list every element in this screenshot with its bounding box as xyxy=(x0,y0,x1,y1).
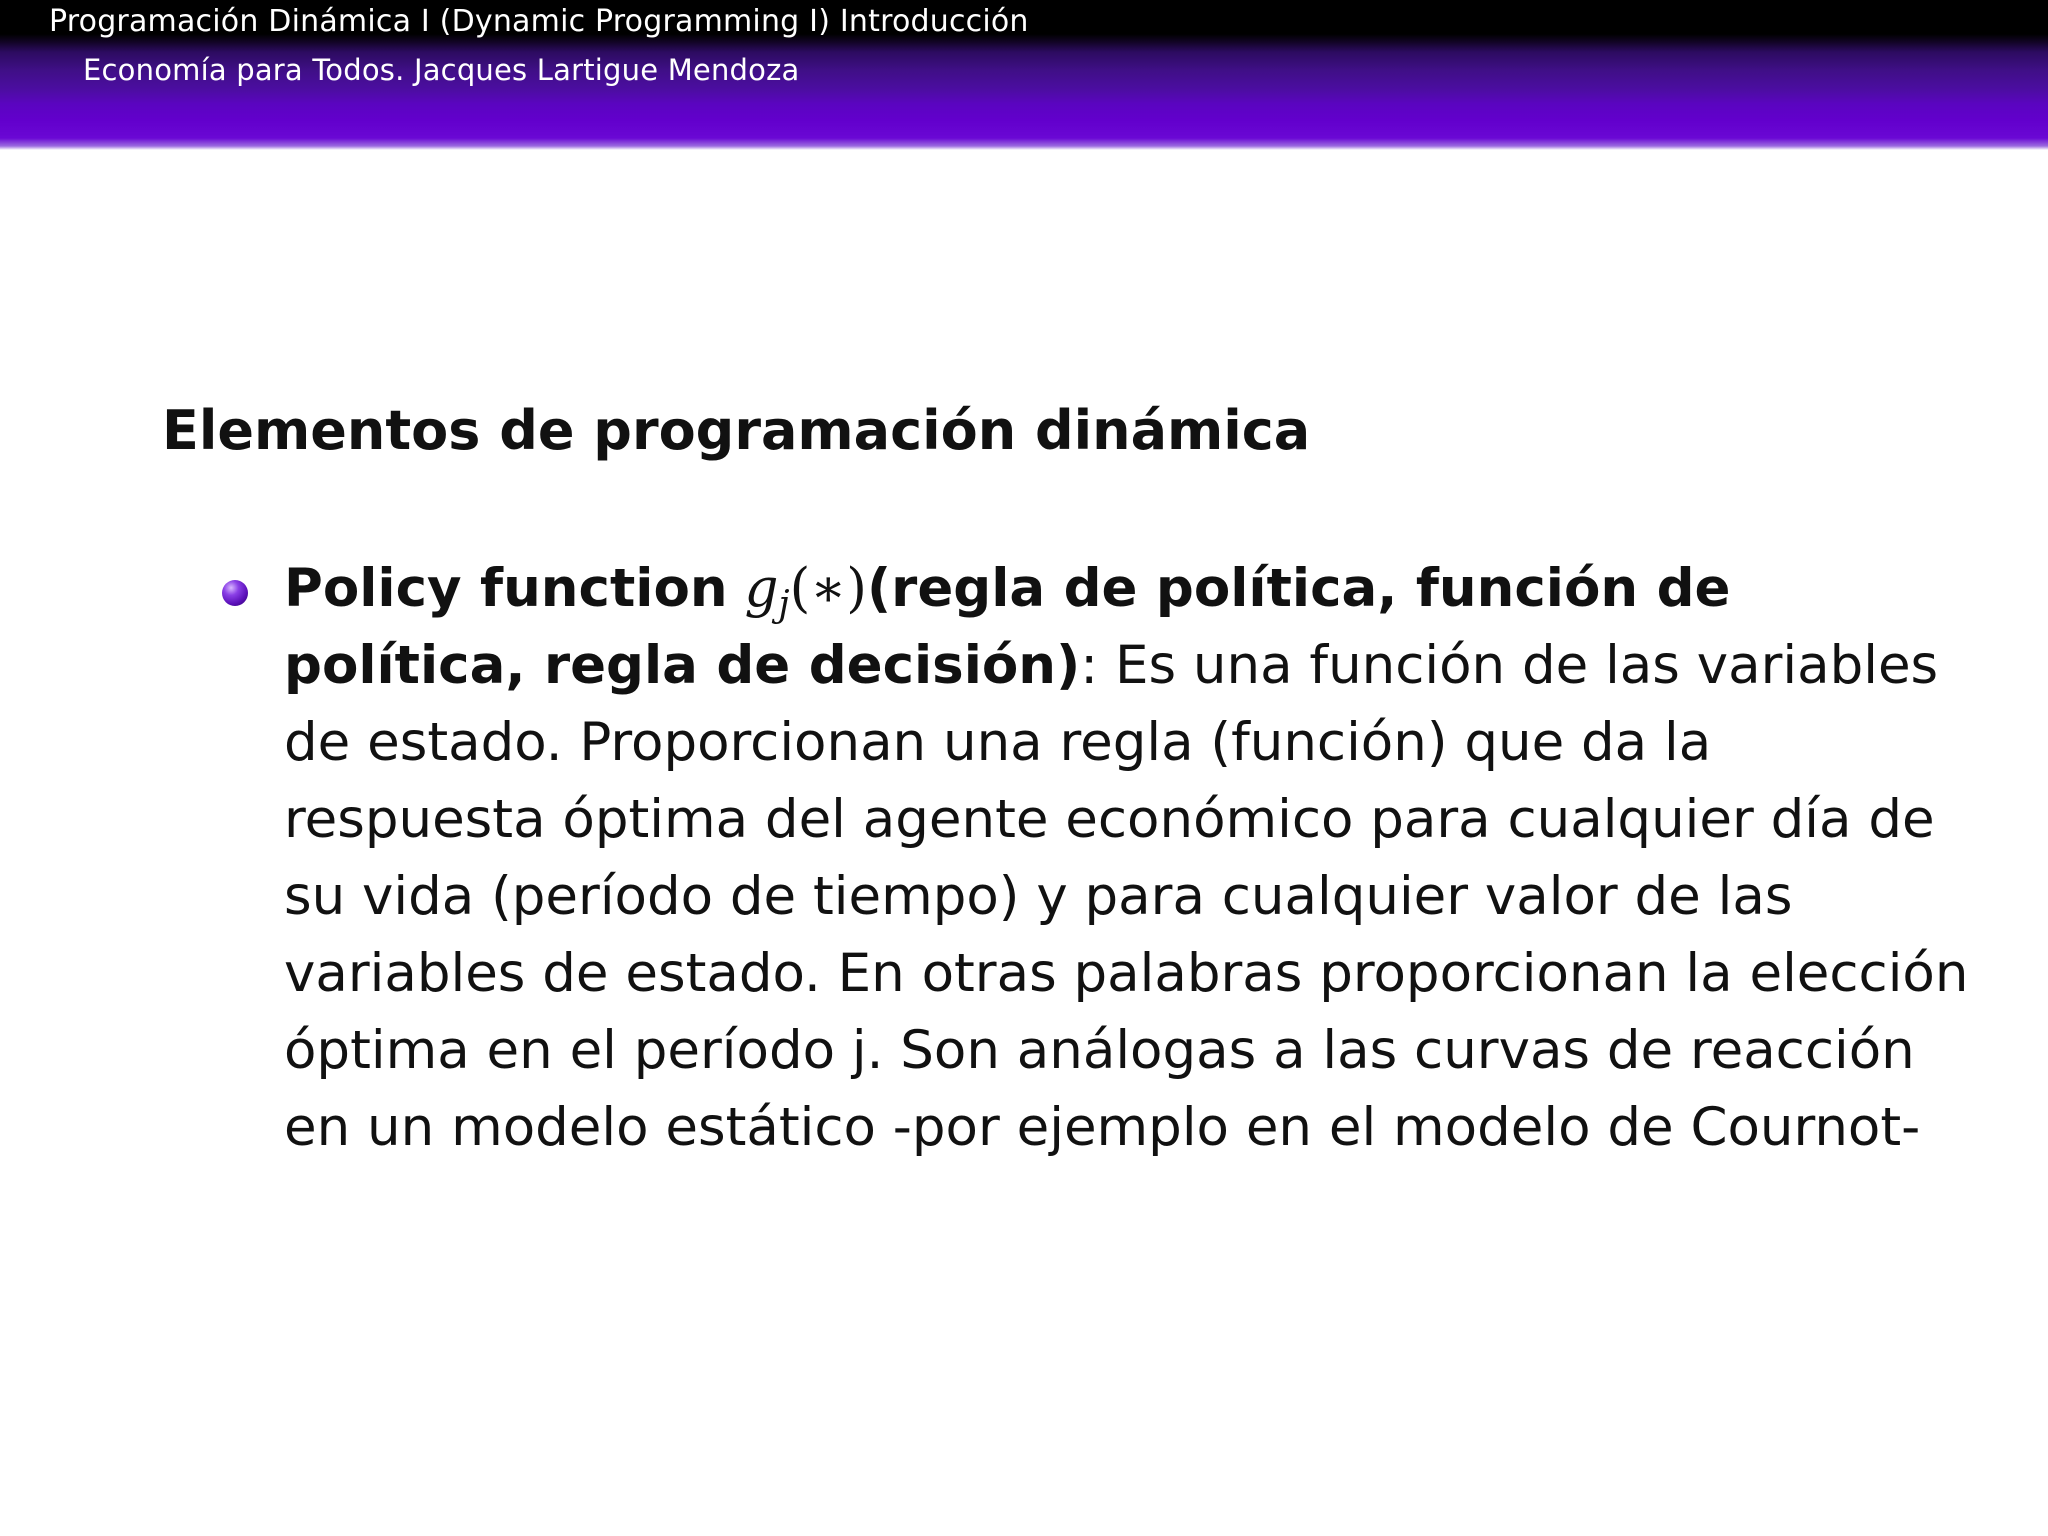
body-line: de estado. Proporcionan una regla (función) que da la xyxy=(284,712,1712,773)
policy-symbol xyxy=(744,558,867,625)
term-label: Policy function xyxy=(284,558,728,619)
header-subtitle: Economía para Todos. Jacques Lartigue Mendoza xyxy=(83,53,800,87)
bullet-line-1 xyxy=(284,550,1924,627)
symbol-argument: (∗) xyxy=(789,558,867,619)
body-line: en un modelo estático -por ejemplo en el modelo de Cournot- xyxy=(284,1097,1921,1158)
slide-header xyxy=(0,0,2048,150)
section-title: Elementos de programación dinámica xyxy=(162,399,1311,462)
term-gloss-line1: (regla de política, función de xyxy=(866,558,1731,619)
bullet-item-body xyxy=(284,550,1969,1166)
body-line: óptima en el período j. Son análogas a las curvas de reacción xyxy=(284,1020,1915,1081)
symbol-subscript: j xyxy=(778,584,790,625)
bullet-line-2 xyxy=(284,627,1939,704)
term-gloss-line2: política, regla de decisión) xyxy=(284,635,1081,696)
bullet-icon xyxy=(222,580,248,606)
colon-lead: : Es una función de las variables xyxy=(1080,635,1939,696)
body-line: respuesta óptima del agente económico para cualquier día de xyxy=(284,789,1935,850)
header-title: Programación Dinámica I (Dynamic Programming I) Introducción xyxy=(49,4,1029,39)
body-line: su vida (período de tiempo) y para cualquier valor de las xyxy=(284,866,1793,927)
body-line: variables de estado. En otras palabras proporcionan la elección xyxy=(284,943,1969,1004)
symbol-base: g xyxy=(744,558,779,619)
